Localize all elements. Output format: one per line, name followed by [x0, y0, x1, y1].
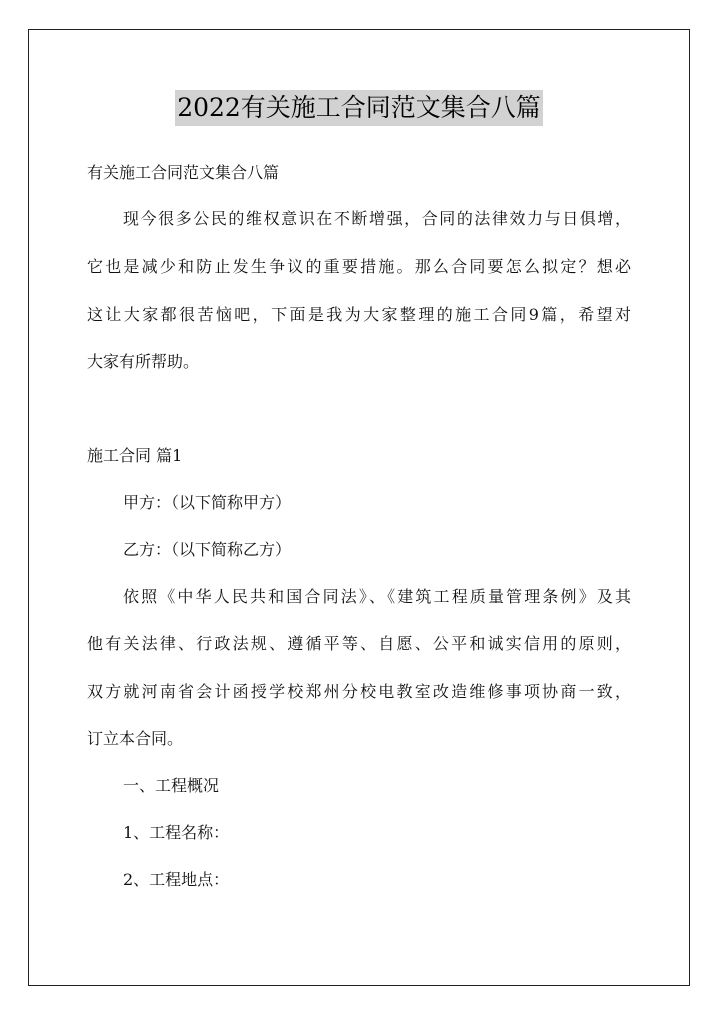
document-title: 2022有关施工合同范文集合八篇 [175, 90, 543, 126]
basis-line-2: 他有关法律、行政法规、遵循平等、自愿、公平和诚实信用的原则， [87, 634, 631, 653]
party-a-line: 甲方：（以下简称甲方） [123, 493, 292, 512]
intro-line-1: 现今很多公民的维权意识在不断增强，合同的法律效力与日俱增， [123, 209, 631, 228]
item-project-location: 2、工程地点： [123, 870, 230, 889]
title-wrapper [29, 90, 689, 126]
basis-line-3: 双方就河南省会计函授学校郑州分校电教室改造维修事项协商一致， [87, 682, 631, 701]
basis-line-1: 依照《中华人民共和国合同法》、《建筑工程质量管理条例》及其 [123, 587, 631, 606]
document-page [28, 29, 690, 986]
item-project-name: 1、工程名称： [123, 823, 230, 842]
intro-line-3: 这让大家都很苦恼吧，下面是我为大家整理的施工合同9篇，希望对 [87, 305, 631, 324]
intro-line-2: 它也是减少和防止发生争议的重要措施。那么合同要怎么拟定？想必 [87, 257, 631, 276]
clause-heading: 一、工程概况 [123, 776, 220, 795]
party-b-line: 乙方：（以下简称乙方） [123, 540, 292, 559]
section-heading: 施工合同 篇1 [87, 446, 183, 465]
basis-line-4: 订立本合同。 [87, 729, 184, 748]
intro-line-4: 大家有所帮助。 [87, 352, 200, 371]
document-subtitle: 有关施工合同范文集合八篇 [87, 163, 280, 182]
